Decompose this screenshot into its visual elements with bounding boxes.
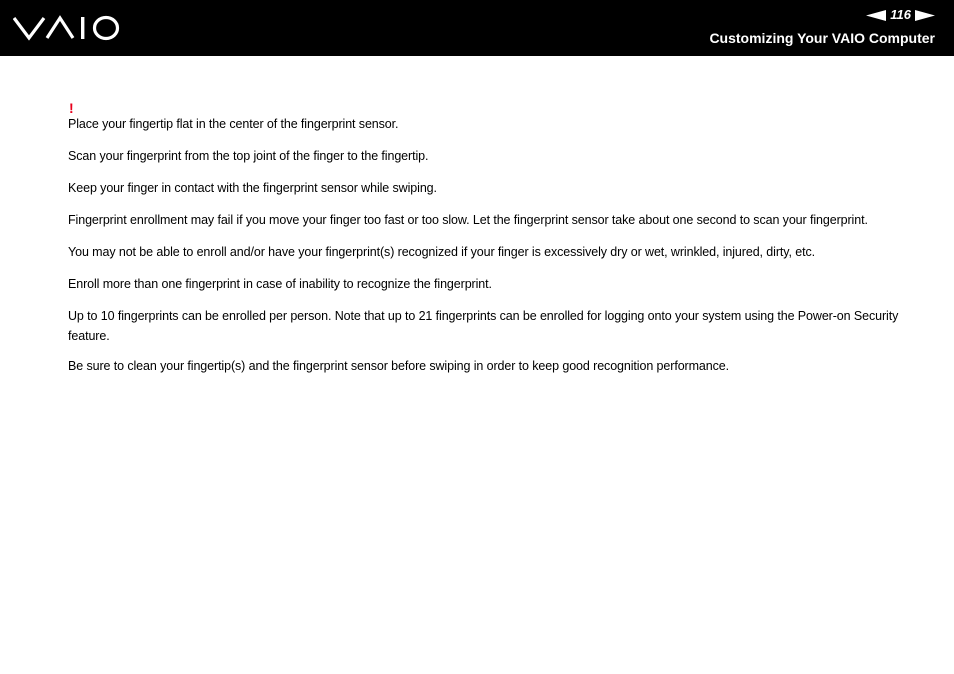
vaio-logo	[13, 14, 121, 42]
section-title: Customizing Your VAIO Computer	[709, 30, 935, 46]
page-header	[0, 0, 954, 56]
paragraph: Fingerprint enrollment may fail if you move your finger too fast or too slow. Let the fingerprint sensor take about one second to scan your fingerprint.	[68, 213, 868, 227]
paragraph: You may not be able to enroll and/or have your fingerprint(s) recognized if your finger is excessively dry or wet, wrinkled, injured, dirty, etc.	[68, 245, 815, 259]
paragraph: Be sure to clean your fingertip(s) and the fingerprint sensor before swiping in order to keep good recognition performance.	[68, 359, 729, 373]
paragraph: Scan your fingerprint from the top joint of the finger to the fingertip.	[68, 149, 429, 163]
page-number: 116	[890, 7, 911, 22]
paragraph: Keep your finger in contact with the fingerprint sensor while swiping.	[68, 181, 437, 195]
previous-page-icon[interactable]	[866, 10, 886, 21]
paragraph: Place your fingertip flat in the center of the fingerprint sensor.	[68, 117, 399, 131]
page-content	[68, 101, 928, 388]
next-page-icon[interactable]	[915, 10, 935, 21]
page-navigation	[866, 7, 935, 23]
paragraph: Enroll more than one fingerprint in case of inability to recognize the fingerprint.	[68, 277, 492, 291]
paragraph: Up to 10 fingerprints can be enrolled per person. Note that up to 21 fingerprints can be enrolled for logging onto your system using the Power-on Security feature.	[68, 309, 899, 343]
warning-icon: !	[69, 100, 74, 116]
